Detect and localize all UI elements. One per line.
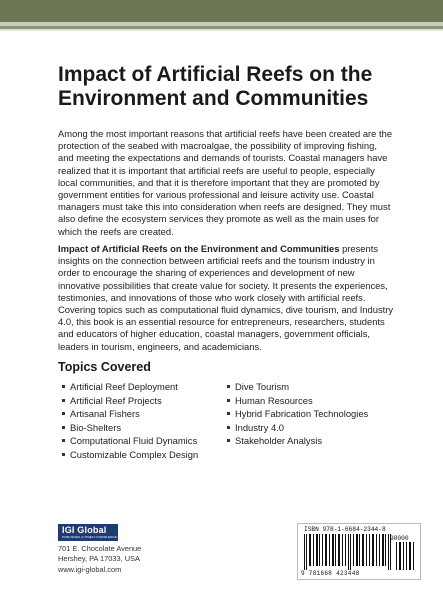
summary-text: presents insights on the connection between artificial reefs and the tourism industry in order to encourage the sharing of experiences and development of new innovative possibilities that create value for society. It presents the experiences, testimonies, and innovations of those who work closely with artificial reefs. Covering topics such as computational fluid dynamics, dive tourism, and Industry 4.0, this book is an essential resource for entrepreneurs, researchers, students and educators of higher education, coastal managers, government officials, leaders in tourism, engineers, and academicians. (58, 243, 394, 352)
address-line-1: 701 E. Chocolate Avenue (58, 544, 142, 553)
topic-item (62, 434, 198, 448)
bullet-icon (62, 412, 65, 415)
bullet-icon (62, 439, 65, 442)
bullet-icon (62, 399, 65, 402)
book-title-line-1: Impact of Artificial Reefs on the (58, 63, 373, 86)
isbn-barcode (297, 523, 421, 580)
topic-label: Computational Fluid Dynamics (70, 435, 198, 447)
topic-label: Artificial Reef Deployment (70, 381, 178, 392)
bullet-icon (62, 426, 65, 429)
topic-item (62, 448, 198, 462)
book-title (58, 63, 388, 111)
topic-item (62, 407, 198, 421)
publisher-logo (58, 524, 118, 541)
topic-label: Artisanal Fishers (70, 408, 140, 420)
top-color-band (0, 0, 443, 22)
topic-item (62, 421, 198, 435)
summary-book-title: Impact of Artificial Reefs on the Environment and Communities (58, 243, 340, 254)
publisher-logo-tagline: PUBLISHER of TIMELY KNOWLEDGE (62, 535, 117, 539)
publisher-website: www.igi-global.com (58, 564, 122, 574)
price-code: 90000 (390, 535, 409, 542)
topic-label: Industry 4.0 (235, 421, 284, 433)
bullet-icon (227, 439, 230, 442)
summary-paragraph (58, 243, 394, 353)
topic-item (62, 380, 198, 394)
bullet-icon (227, 412, 230, 415)
bullet-icon (227, 399, 230, 402)
book-title-line-2: Environment and Communities (58, 87, 369, 110)
address-line-2: Hershey, PA 17033, USA (58, 554, 140, 564)
intro-paragraph: Among the most important reasons that artificial reefs have been created are the protection of the seabed with macroalgae, the possibility of improving fishing, and meeting the expectations and demands of tourists. Coastal managers have realized that it is important that artificial reefs are useful to people, especially local communities, and that it is therefore important that they are promoted by government entities for various professional and leisure activity use. Coastal managers must take this into consideration when reefs are designed. They must also define the ecosystem services they promote as well as the main uses for which the reefs are created. (58, 128, 393, 237)
bullet-icon (227, 385, 230, 388)
topics-heading: Topics Covered (58, 360, 151, 374)
topic-label: Human Resources (235, 394, 313, 406)
isbn-number: ISBN 978-1-6684-2344-8 (304, 526, 386, 533)
bullet-icon (62, 385, 65, 388)
topic-label: Hybrid Fabrication Technologies (235, 408, 369, 420)
bullet-icon (227, 426, 230, 429)
publisher-logo-text: IGI Global (62, 525, 107, 535)
topic-label: Artificial Reef Projects (70, 394, 162, 406)
topic-label: Stakeholder Analysis (235, 435, 323, 447)
topic-item (227, 380, 368, 394)
topic-item (227, 421, 368, 435)
topic-label: Customizable Complex Design (70, 448, 199, 460)
topic-label: Bio-Shelters (70, 421, 122, 433)
topic-label: Dive Tourism (235, 381, 290, 392)
topic-item (227, 434, 368, 448)
topic-item (227, 407, 368, 421)
publisher-address (58, 544, 141, 575)
topics-list-left (62, 380, 198, 462)
topic-item (62, 394, 198, 408)
bullet-icon (62, 453, 65, 456)
topics-list-right (227, 380, 368, 448)
ean-digits: 9 781668 423448 (301, 570, 360, 577)
topic-item (227, 394, 368, 408)
